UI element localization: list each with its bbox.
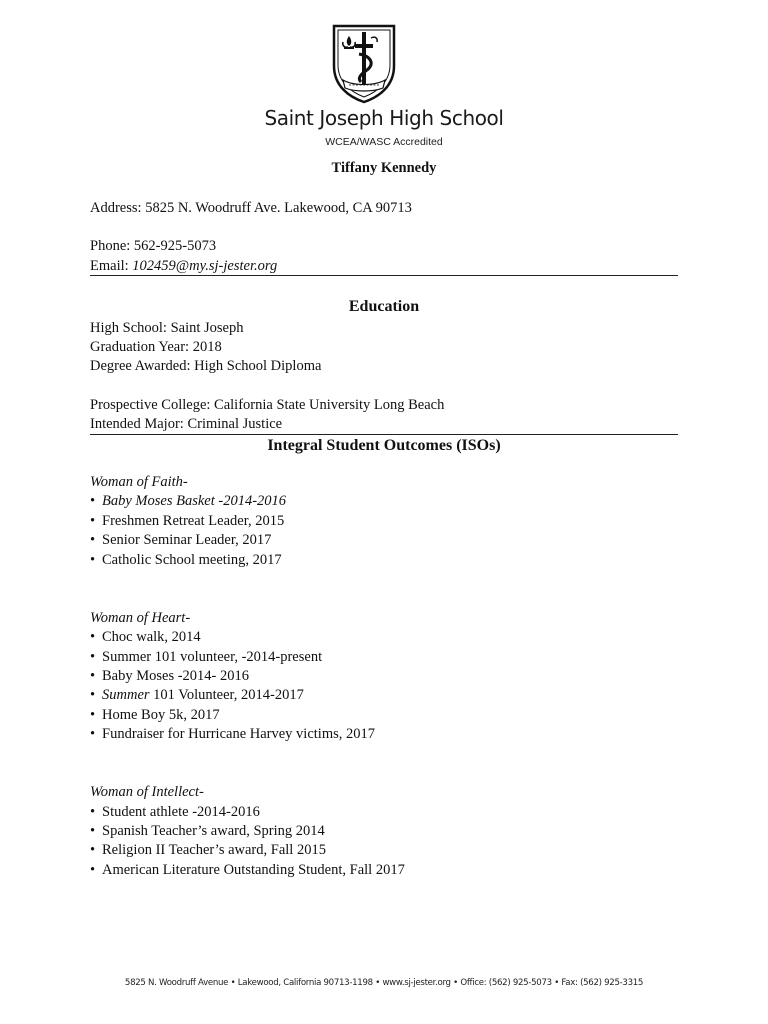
accreditation-line: WCEA/WASC Accredited <box>325 136 443 148</box>
list-item: • Baby Moses -2014- 2016 <box>90 668 250 684</box>
school-name: Saint Joseph High School <box>264 106 504 130</box>
isos-heading: Integral Student Outcomes (ISOs) <box>267 437 501 454</box>
list-item: • Summer 101 Volunteer, 2014-2017 <box>90 687 304 703</box>
iso-group-title: Woman of Heart- <box>90 610 191 626</box>
student-name: Tiffany Kennedy <box>331 160 437 176</box>
address-label: Address: <box>90 200 142 216</box>
iso-group-title: Woman of Intellect- <box>90 784 204 800</box>
bullet-icon: • <box>90 532 96 548</box>
college-label: Prospective College: <box>90 397 211 413</box>
degree-line <box>90 356 321 376</box>
major-label: Intended Major: <box>90 416 184 432</box>
list-item: • Choc walk, 2014 <box>90 629 201 645</box>
list-item: • Student athlete -2014-2016 <box>90 804 260 820</box>
bullet-icon: • <box>90 687 96 703</box>
bullet-icon: • <box>90 842 96 858</box>
college-value: California State University Long Beach <box>214 397 445 413</box>
bullet-icon: • <box>90 649 96 665</box>
phone-value: 562-925-5073 <box>133 238 217 254</box>
section-divider <box>90 275 678 276</box>
list-item: • Summer 101 volunteer, -2014-present <box>90 649 323 665</box>
email-line <box>90 256 277 276</box>
letterhead-footer: 5825 N. Woodruff Avenue • Lakewood, California 90713-1198 • www.sj-jester.org • Office: (562) 925-5073 • Fax: (562) 925-3315 <box>124 978 644 988</box>
list-item: • Home Boy 5k, 2017 <box>90 707 220 723</box>
degree-label: Degree Awarded: <box>90 358 191 374</box>
email-label: Email: <box>90 258 129 274</box>
bullet-icon: • <box>90 823 96 839</box>
list-item: • Senior Seminar Leader, 2017 <box>90 532 272 548</box>
list-item: • Religion II Teacher’s award, Fall 2015 <box>90 842 326 858</box>
list-item: • Baby Moses Basket -2014-2016 <box>90 493 287 509</box>
college-line <box>90 395 444 415</box>
major-value: Criminal Justice <box>187 416 283 432</box>
bullet-icon: • <box>90 862 96 878</box>
bullet-icon: • <box>90 552 96 568</box>
phone-label: Phone: <box>90 238 131 254</box>
high-school-value: Saint Joseph <box>170 320 244 336</box>
bullet-icon: • <box>90 726 96 742</box>
address-value: 5825 N. Woodruff Ave. Lakewood, CA 90713 <box>145 200 412 216</box>
bullet-icon: • <box>90 513 96 529</box>
graduation-year-line <box>90 337 222 357</box>
list-item: • Freshmen Retreat Leader, 2015 <box>90 513 285 529</box>
phone-line <box>90 236 216 256</box>
bullet-icon: • <box>90 629 96 645</box>
school-crest-icon <box>331 24 397 104</box>
graduation-year-label: Graduation Year: <box>90 339 190 355</box>
iso-group-title: Woman of Faith- <box>90 474 188 490</box>
degree-value: High School Diploma <box>194 358 322 374</box>
bullet-icon: • <box>90 707 96 723</box>
high-school-label: High School: <box>90 320 167 336</box>
education-heading: Education <box>348 298 420 315</box>
list-item: • Catholic School meeting, 2017 <box>90 552 282 568</box>
list-item: • Spanish Teacher’s award, Spring 2014 <box>90 823 325 839</box>
bullet-icon: • <box>90 668 96 684</box>
list-item: • Fundraiser for Hurricane Harvey victims, 2017 <box>90 726 376 742</box>
email-link[interactable]: 102459@my.sj-jester.org <box>132 258 278 274</box>
bullet-icon: • <box>90 804 96 820</box>
graduation-year-value: 2018 <box>192 339 222 355</box>
high-school-line <box>90 318 243 338</box>
address-line <box>90 198 412 218</box>
major-line <box>90 414 282 434</box>
bullet-icon: • <box>90 493 96 509</box>
list-item: • American Literature Outstanding Student, Fall 2017 <box>90 862 405 878</box>
